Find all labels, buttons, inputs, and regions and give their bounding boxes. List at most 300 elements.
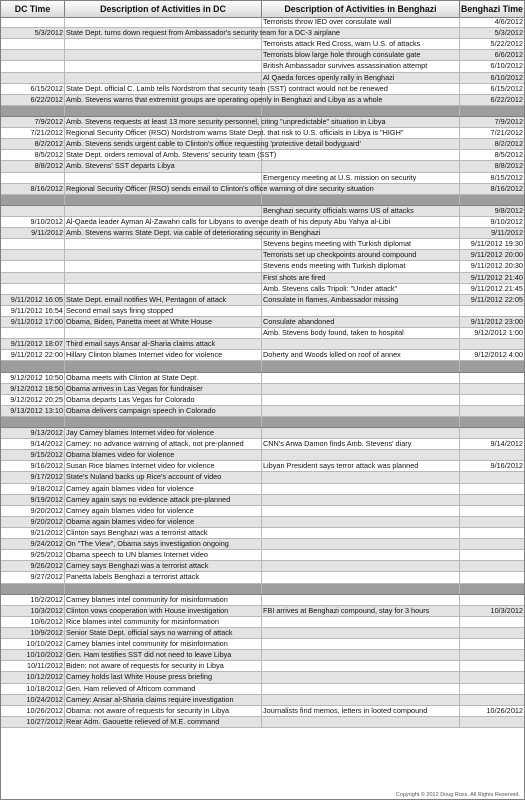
table-row xyxy=(1,117,524,128)
table-row xyxy=(1,284,524,295)
dc-time-cell xyxy=(1,250,65,260)
dc-description-cell: On "The View", Obama says investigation ongoing xyxy=(65,539,262,549)
table-row xyxy=(1,384,524,395)
dc-time-cell: 9/13/2012 xyxy=(1,428,65,438)
dc-time-cell xyxy=(1,17,65,27)
benghazi-description-cell xyxy=(262,528,460,538)
benghazi-time-cell xyxy=(460,106,524,116)
table-row xyxy=(1,661,524,672)
benghazi-description-cell xyxy=(262,717,460,727)
dc-time-cell: 9/11/2012 22:00 xyxy=(1,350,65,360)
benghazi-time-cell: 8/5/2012 xyxy=(494,150,523,160)
benghazi-description-cell xyxy=(262,617,460,627)
dc-description-cell: Carney: no advance warning of attack, not pre-planned xyxy=(65,439,262,449)
dc-time-cell: 9/11/2012 16:05 xyxy=(1,295,65,305)
dc-time-cell: 8/16/2012 xyxy=(1,184,65,194)
dc-description-cell: Regional Security Officer (RSO) Nordstrom warns State Dept. that risk to U.S. officials in Libya is "HIGH" xyxy=(66,128,404,138)
dc-description-cell: Al-Qaeda leader Ayman Al-Zawahri calls for Libyans to avenge death of his deputy Abu Yahya al-Libi xyxy=(66,216,391,226)
benghazi-time-cell xyxy=(460,361,524,371)
benghazi-description-cell: Consulate in flames, Ambassador missing xyxy=(262,295,460,305)
dc-time-cell: 9/16/2012 xyxy=(1,461,65,471)
dc-description-cell: Carney says Benghazi was a terrorist attack xyxy=(65,561,262,571)
dc-time-cell: 9/13/2012 13:10 xyxy=(1,406,65,416)
benghazi-description-cell xyxy=(262,428,460,438)
dc-time-cell: 9/15/2012 xyxy=(1,450,65,460)
section-separator xyxy=(1,417,524,428)
table-row xyxy=(1,373,524,384)
benghazi-description-cell xyxy=(262,395,460,405)
table-row xyxy=(1,428,524,439)
dc-time-cell xyxy=(1,239,65,249)
benghazi-description-cell xyxy=(262,684,460,694)
dc-description-cell: State's Nuland backs up Rice's account of video xyxy=(65,472,262,482)
dc-description-cell: Carney again blames video for violence xyxy=(65,506,262,516)
dc-time-cell: 9/27/2012 xyxy=(1,572,65,582)
dc-time-cell xyxy=(1,284,65,294)
benghazi-time-cell: 9/10/2012 xyxy=(490,216,523,226)
benghazi-time-cell: 10/3/2012 xyxy=(490,605,523,615)
dc-description-cell: Senior State Dept. official says no warning of attack xyxy=(65,628,262,638)
benghazi-description-cell xyxy=(262,217,460,227)
dc-description-cell: Obama again blames video for violence xyxy=(65,517,262,527)
dc-time-cell: 10/27/2012 xyxy=(1,717,65,727)
dc-description-cell: Carney holds last White House press briefing xyxy=(65,672,262,682)
benghazi-description-cell: Al Qaeda forces openly rally in Benghazi xyxy=(262,73,460,83)
benghazi-time-cell xyxy=(460,428,524,438)
benghazi-time-cell xyxy=(460,528,524,538)
benghazi-time-cell: 6/10/2012 xyxy=(490,72,523,82)
benghazi-description-cell: Amb. Stevens calls Tripoli: "Under attack" xyxy=(262,284,460,294)
table-row xyxy=(1,639,524,650)
benghazi-time-cell: 4/6/2012 xyxy=(494,17,523,26)
dc-description-cell xyxy=(65,239,262,249)
table-row xyxy=(1,306,524,317)
table-row xyxy=(1,50,524,61)
dc-time-cell: 9/20/2012 xyxy=(1,506,65,516)
benghazi-time-cell xyxy=(460,506,524,516)
header-benghazi-time: Benghazi Time xyxy=(461,4,523,14)
table-row xyxy=(1,73,524,84)
benghazi-time-cell xyxy=(460,495,524,505)
dc-description-cell: Clinton says Benghazi was a terrorist attack xyxy=(65,528,262,538)
dc-time-cell: 10/10/2012 xyxy=(1,639,65,649)
table-row xyxy=(1,706,524,717)
benghazi-description-cell: Stevens begins meeting with Turkish diplomat xyxy=(262,239,460,249)
benghazi-time-cell xyxy=(460,195,524,205)
table-row xyxy=(1,717,524,728)
dc-description-cell: Obama blames video for violence xyxy=(65,450,262,460)
benghazi-description-cell xyxy=(262,572,460,582)
dc-description-cell: Amb. Stevens' SST departs Libya xyxy=(65,161,262,171)
benghazi-description-cell xyxy=(262,472,460,482)
dc-description-cell: State Dept. email notifies WH, Pentagon of attack xyxy=(65,295,262,305)
dc-time-cell: 9/11/2012 xyxy=(1,228,65,238)
dc-time-cell: 9/19/2012 xyxy=(1,495,65,505)
benghazi-time-cell xyxy=(460,550,524,560)
benghazi-description-cell: Terrorists attack Red Cross, warn U.S. of attacks xyxy=(262,39,460,49)
benghazi-description-cell xyxy=(262,106,460,116)
dc-time-cell xyxy=(1,206,65,216)
dc-description-cell: Carney again blames video for violence xyxy=(65,484,262,494)
table-row xyxy=(1,517,524,528)
dc-description-cell: Carney blames intel community for misinformation xyxy=(65,595,262,605)
benghazi-description-cell xyxy=(262,361,460,371)
benghazi-description-cell xyxy=(262,550,460,560)
table-row xyxy=(1,161,524,172)
dc-time-cell: 7/21/2012 xyxy=(1,128,65,138)
benghazi-description-cell xyxy=(262,584,460,594)
benghazi-description-cell xyxy=(262,139,460,149)
dc-description-cell: Rear Adm. Gaouette relieved of M.E. command xyxy=(65,717,262,727)
dc-description-cell xyxy=(65,417,262,427)
dc-time-cell: 9/17/2012 xyxy=(1,472,65,482)
benghazi-description-cell xyxy=(262,417,460,427)
table-row xyxy=(1,528,524,539)
dc-description-cell: Obama: not aware of requests for security in Libya xyxy=(65,706,262,716)
dc-description-cell: Carney blames intel community for misinformation xyxy=(65,639,262,649)
table-row xyxy=(1,217,524,228)
benghazi-description-cell: First shots are fired xyxy=(262,273,460,283)
table-row xyxy=(1,228,524,239)
table-row xyxy=(1,561,524,572)
benghazi-time-cell xyxy=(460,617,524,627)
benghazi-description-cell xyxy=(262,695,460,705)
table-row xyxy=(1,250,524,261)
benghazi-time-cell xyxy=(460,628,524,638)
table-row xyxy=(1,339,524,350)
table-row xyxy=(1,695,524,706)
benghazi-description-cell xyxy=(262,650,460,660)
table-row xyxy=(1,39,524,50)
benghazi-time-cell: 9/11/2012 21:45 xyxy=(470,283,523,293)
section-separator xyxy=(1,584,524,595)
table-row xyxy=(1,317,524,328)
benghazi-description-cell xyxy=(262,117,460,127)
benghazi-time-cell: 5/22/2012 xyxy=(490,39,523,49)
dc-time-cell: 10/11/2012 xyxy=(1,661,65,671)
benghazi-description-cell: Amb. Stevens body found, taken to hospital xyxy=(262,328,460,338)
dc-description-cell: Regional Security Officer (RSO) sends email to Clinton's office warning of dire security situation xyxy=(66,183,374,193)
table-row xyxy=(1,628,524,639)
table-row xyxy=(1,128,524,139)
dc-description-cell xyxy=(65,106,262,116)
dc-description-cell xyxy=(65,195,262,205)
table-row xyxy=(1,539,524,550)
table-row xyxy=(1,461,524,472)
dc-description-cell xyxy=(65,250,262,260)
benghazi-description-cell: CNN's Arwa Damon finds Amb. Stevens' diary xyxy=(262,439,460,449)
benghazi-description-cell: Stevens ends meeting with Turkish diplomat xyxy=(262,261,460,271)
benghazi-time-cell xyxy=(460,684,524,694)
benghazi-description-cell: Doherty and Woods killed on roof of annex xyxy=(262,350,460,360)
benghazi-description-cell xyxy=(262,373,460,383)
dc-time-cell: 9/10/2012 xyxy=(1,217,65,227)
table-row xyxy=(1,650,524,661)
benghazi-description-cell xyxy=(262,28,460,38)
benghazi-description-cell xyxy=(262,150,460,160)
dc-description-cell: Obama speech to UN blames Internet video xyxy=(65,550,262,560)
benghazi-time-cell: 9/12/2012 4:00 xyxy=(474,350,523,360)
dc-description-cell xyxy=(65,361,262,371)
dc-time-cell: 6/15/2012 xyxy=(1,84,65,94)
dc-description-cell: Clinton vows cooperation with House investigation xyxy=(65,606,262,616)
header-dc-time: DC Time xyxy=(1,1,65,17)
table-row xyxy=(1,506,524,517)
table-row xyxy=(1,606,524,617)
benghazi-description-cell xyxy=(262,495,460,505)
benghazi-time-cell xyxy=(460,384,524,394)
table-row xyxy=(1,173,524,184)
section-separator xyxy=(1,106,524,117)
dc-description-cell: Second email says firing stopped xyxy=(65,306,262,316)
dc-description-cell xyxy=(65,50,262,60)
dc-time-cell xyxy=(1,261,65,271)
dc-description-cell: Obama departs Las Vegas for Colorado xyxy=(65,395,262,405)
table-row xyxy=(1,17,524,28)
dc-time-cell: 9/11/2012 16:54 xyxy=(1,306,65,316)
benghazi-time-cell xyxy=(460,373,524,383)
dc-time-cell xyxy=(1,106,65,116)
table-row xyxy=(1,572,524,583)
table-row xyxy=(1,150,524,161)
benghazi-description-cell xyxy=(262,406,460,416)
dc-time-cell: 9/20/2012 xyxy=(1,517,65,527)
benghazi-time-cell: 9/11/2012 xyxy=(491,228,523,238)
benghazi-description-cell: Terrorists blow large hole through consulate gate xyxy=(262,50,460,60)
benghazi-description-cell: Terrorists throw IED over consulate wall xyxy=(262,17,460,27)
benghazi-description-cell xyxy=(262,384,460,394)
benghazi-time-cell: 9/11/2012 22:05 xyxy=(470,294,523,304)
dc-time-cell: 9/12/2012 18:50 xyxy=(1,384,65,394)
section-separator xyxy=(1,195,524,206)
dc-description-cell xyxy=(65,328,262,338)
table-row xyxy=(1,484,524,495)
table-row xyxy=(1,239,524,250)
table-header xyxy=(1,1,524,18)
benghazi-description-cell xyxy=(262,195,460,205)
dc-time-cell: 10/10/2012 xyxy=(1,650,65,660)
dc-description-cell: Gen. Ham relieved of Africom command xyxy=(65,684,262,694)
benghazi-time-cell: 9/11/2012 20:00 xyxy=(470,250,523,260)
dc-time-cell: 10/24/2012 xyxy=(1,695,65,705)
benghazi-time-cell: 10/26/2012 xyxy=(486,705,523,715)
dc-time-cell xyxy=(1,417,65,427)
dc-time-cell: 10/12/2012 xyxy=(1,672,65,682)
dc-description-cell xyxy=(65,273,262,283)
benghazi-time-cell xyxy=(460,561,524,571)
table-row xyxy=(1,84,524,95)
benghazi-description-cell: British Ambassador survives assassination attempt xyxy=(262,61,460,71)
benghazi-time-cell: 6/10/2012 xyxy=(490,61,523,71)
dc-description-cell xyxy=(65,206,262,216)
dc-description-cell: Jay Carney blames Internet video for violence xyxy=(65,428,262,438)
benghazi-description-cell xyxy=(262,661,460,671)
dc-description-cell xyxy=(65,17,262,27)
benghazi-time-cell xyxy=(460,472,524,482)
dc-time-cell: 9/18/2012 xyxy=(1,484,65,494)
benghazi-description-cell xyxy=(262,628,460,638)
dc-time-cell: 7/9/2012 xyxy=(1,117,65,127)
dc-description-cell: Biden: not aware of requests for security in Libya xyxy=(65,661,262,671)
benghazi-time-cell: 9/8/2012 xyxy=(494,205,523,215)
dc-description-cell xyxy=(65,61,262,71)
dc-description-cell: Obama arrives in Las Vegas for fundraiser xyxy=(65,384,262,394)
benghazi-description-cell: Terrorists set up checkpoints around compound xyxy=(262,250,460,260)
table-row xyxy=(1,595,524,606)
benghazi-time-cell xyxy=(460,717,524,727)
table-row xyxy=(1,684,524,695)
table-row xyxy=(1,95,524,106)
dc-time-cell: 9/24/2012 xyxy=(1,539,65,549)
benghazi-time-cell xyxy=(460,484,524,494)
dc-description-cell: Hillary Clinton blames Internet video for violence xyxy=(65,350,262,360)
dc-description-cell xyxy=(65,39,262,49)
benghazi-description-cell xyxy=(262,339,460,349)
dc-time-cell xyxy=(1,39,65,49)
table-row xyxy=(1,439,524,450)
dc-time-cell xyxy=(1,50,65,60)
table-row xyxy=(1,61,524,72)
benghazi-time-cell: 9/11/2012 19:30 xyxy=(470,239,523,249)
benghazi-description-cell xyxy=(262,506,460,516)
header-dc-description: Description of Activities in DC xyxy=(65,1,262,17)
table-row xyxy=(1,206,524,217)
dc-time-cell xyxy=(1,195,65,205)
section-separator xyxy=(1,361,524,372)
dc-time-cell xyxy=(1,584,65,594)
dc-description-cell xyxy=(65,584,262,594)
dc-description-cell: Panetta labels Benghazi a terrorist attack xyxy=(65,572,262,582)
benghazi-time-cell: 8/16/2012 xyxy=(490,183,523,193)
benghazi-time-cell: 7/9/2012 xyxy=(494,116,523,126)
dc-time-cell xyxy=(1,173,65,183)
table-row xyxy=(1,617,524,628)
dc-time-cell: 9/12/2012 10:50 xyxy=(1,373,65,383)
dc-description-cell: Amb. Stevens warns that extremist groups are operating openly in Benghazi and Libya as a whole xyxy=(66,94,383,104)
dc-description-cell: Gen. Ham testifies SST did not need to leave Libya xyxy=(65,650,262,660)
dc-time-cell: 9/11/2012 18:07 xyxy=(1,339,65,349)
dc-time-cell xyxy=(1,61,65,71)
benghazi-description-cell xyxy=(262,161,460,171)
benghazi-time-cell: 6/22/2012 xyxy=(490,94,523,104)
table-row xyxy=(1,550,524,561)
dc-time-cell: 9/21/2012 xyxy=(1,528,65,538)
benghazi-description-cell xyxy=(262,450,460,460)
dc-description-cell: State Dept. turns down request from Ambassador's security team for a DC-3 airplane xyxy=(66,28,340,38)
benghazi-time-cell: 8/8/2012 xyxy=(494,161,523,171)
benghazi-time-cell: 9/11/2012 23:00 xyxy=(470,316,523,326)
benghazi-description-cell: Libyan President says terror attack was planned xyxy=(262,461,460,471)
benghazi-description-cell xyxy=(262,561,460,571)
benghazi-time-cell xyxy=(460,539,524,549)
dc-description-cell: State Dept. official C. Lamb tells Nordstrom that security team (SST) contract would not be renewed xyxy=(66,83,388,93)
benghazi-time-cell xyxy=(460,639,524,649)
benghazi-time-cell: 9/11/2012 21:40 xyxy=(470,272,523,282)
dc-description-cell: Amb. Stevens sends urgent cable to Clinton's office requesting 'protective detail bodyguard' xyxy=(66,139,361,149)
benghazi-description-cell: Emergency meeting at U.S. mission on security xyxy=(262,173,460,183)
table-row xyxy=(1,295,524,306)
table-row xyxy=(1,395,524,406)
dc-time-cell xyxy=(1,361,65,371)
benghazi-time-cell xyxy=(460,406,524,416)
benghazi-description-cell: Benghazi security officials warns US of attacks xyxy=(262,206,460,216)
dc-description-cell: Carney: Ansar al-Sharia claims require investigation xyxy=(65,695,262,705)
table-row xyxy=(1,328,524,339)
dc-time-cell: 5/3/2012 xyxy=(1,28,65,38)
benghazi-time-cell: 6/15/2012 xyxy=(490,83,523,93)
dc-time-cell: 10/6/2012 xyxy=(1,617,65,627)
benghazi-time-cell: 5/3/2012 xyxy=(494,28,523,38)
benghazi-time-cell: 9/14/2012 xyxy=(490,439,523,449)
benghazi-time-cell xyxy=(460,595,524,605)
table-row xyxy=(1,672,524,683)
dc-time-cell: 8/8/2012 xyxy=(1,161,65,171)
dc-time-cell: 10/18/2012 xyxy=(1,684,65,694)
dc-time-cell: 9/12/2012 20:25 xyxy=(1,395,65,405)
benghazi-time-cell xyxy=(460,672,524,682)
benghazi-description-cell xyxy=(262,184,460,194)
dc-time-cell xyxy=(1,73,65,83)
benghazi-time-cell xyxy=(460,339,524,349)
copyright-notice: Copyright © 2012 Doug Ross. All Rights Reserved. xyxy=(395,792,520,798)
benghazi-time-cell xyxy=(460,517,524,527)
dc-time-cell: 10/2/2012 xyxy=(1,595,65,605)
dc-description-cell: Amb. Stevens warns State Dept. via cable of deteriorating security in Benghazi xyxy=(66,228,321,238)
dc-time-cell: 9/26/2012 xyxy=(1,561,65,571)
benghazi-time-cell: 7/21/2012 xyxy=(490,128,523,138)
table-row xyxy=(1,350,524,361)
table-row xyxy=(1,261,524,272)
benghazi-time-cell: 9/11/2012 20:30 xyxy=(470,261,523,271)
dc-time-cell: 6/22/2012 xyxy=(1,95,65,105)
benghazi-description-cell xyxy=(262,672,460,682)
benghazi-description-cell xyxy=(262,95,460,105)
benghazi-description-cell: Consulate abandoned xyxy=(262,317,460,327)
benghazi-description-cell: FBI arrives at Benghazi compound, stay for 3 hours xyxy=(262,606,460,616)
dc-description-cell: Susan Rice blames Internet video for violence xyxy=(65,461,262,471)
dc-time-cell xyxy=(1,273,65,283)
benghazi-description-cell xyxy=(262,84,460,94)
dc-time-cell: 9/25/2012 xyxy=(1,550,65,560)
benghazi-time-cell xyxy=(460,650,524,660)
dc-description-cell: Obama delivers campaign speech in Colorado xyxy=(65,406,262,416)
dc-description-cell xyxy=(65,284,262,294)
dc-time-cell xyxy=(1,328,65,338)
table-row xyxy=(1,273,524,284)
benghazi-description-cell xyxy=(262,595,460,605)
header-benghazi-description: Description of Activities in Benghazi xyxy=(262,1,460,17)
dc-description-cell xyxy=(65,173,262,183)
dc-time-cell: 10/26/2012 xyxy=(1,706,65,716)
benghazi-time-cell xyxy=(460,417,524,427)
benghazi-time-cell xyxy=(460,572,524,582)
table-row xyxy=(1,495,524,506)
dc-time-cell: 9/14/2012 xyxy=(1,439,65,449)
benghazi-description-cell xyxy=(262,539,460,549)
dc-description-cell: Rice blames intel community for misinformation xyxy=(65,617,262,627)
benghazi-description-cell xyxy=(262,484,460,494)
dc-description-cell: Obama meets with Clinton at State Dept. xyxy=(65,373,262,383)
benghazi-time-cell: 8/2/2012 xyxy=(494,139,523,149)
dc-time-cell: 8/2/2012 xyxy=(1,139,65,149)
dc-description-cell: Carney again says no evidence attack pre-planned xyxy=(65,495,262,505)
benghazi-time-cell xyxy=(460,395,524,405)
table-row xyxy=(1,184,524,195)
benghazi-time-cell xyxy=(460,584,524,594)
dc-description-cell: Amb. Stevens requests at least 13 more security personnel, citing "unpredictable" situation in Libya xyxy=(66,116,386,126)
benghazi-time-cell: 6/6/2012 xyxy=(494,50,523,60)
benghazi-description-cell xyxy=(262,517,460,527)
